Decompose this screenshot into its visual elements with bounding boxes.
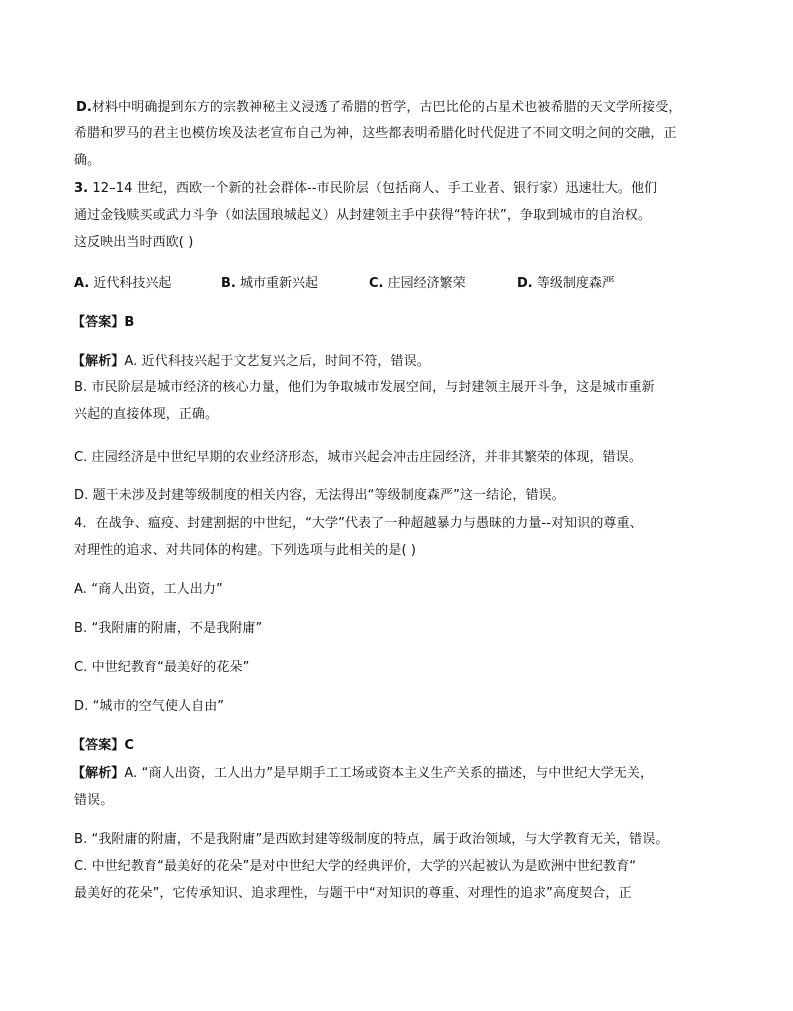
q4-analysis-c-line-2: 最美好的花朵”，它传承知识、追求理性，与题干中“对知识的尊重、对理性的追求”高度契合，正 [74,886,632,901]
q3-stem-line-2: 通过金钱赎买或武力斗争（如法国琅城起义）从封建领主手中获得“特许状”，争取到城市的自治权。 [74,208,651,223]
q4-analysis-a-line-2: 错误。 [74,793,114,808]
q2-d-line-1 [76,99,681,117]
q3-analysis-d: D. 题干未涉及封建等级制度的相关内容，无法得出“等级制度森严”这一结论，错误。 [74,488,565,503]
q3-answer-tag: 【答案】 [72,315,125,330]
q3-analysis-a [72,353,430,371]
q4-analysis-b: B. “我附庸的附庸，不是我附庸”是西欧封建等级制度的特点，属于政治领域，与大学教育无关，错误。 [74,832,669,847]
q4-option-b: B. “我附庸的附庸，不是我附庸” [74,621,263,636]
q2-d-line-2: 希腊和罗马的君主也模仿埃及法老宣布自己为神，这些都表明希腊化时代促进了不同文明之间的交融，正 [74,126,677,141]
q3-option-d: D. 等级制度森严 [517,276,615,291]
q3-stem-line-1 [74,180,657,198]
q3-answer-value: B [124,315,135,330]
q4-analysis-a-line-1 [72,765,653,783]
q3-option-c: C. 庄园经济繁荣 [369,276,466,291]
q4-analysis-a-text: A. “商人出资，工人出力”是早期手工工场或资本主义生产关系的描述，与中世纪大学无关， [124,766,654,781]
q4-answer-tag: 【答案】 [72,738,125,753]
q3-number: 3. [74,181,89,196]
q4-analysis-c-line-1: C. 中世纪教育“最美好的花朵”是对中世纪大学的经典评价，大学的兴起被认为是欧洲中世纪教育“ [74,859,637,874]
q3-option-a: A. 近代科技兴起 [74,276,172,291]
q4-stem-line-2: 对理性的追求、对共同体的构建。下列选项与此相关的是( ) [74,543,417,558]
q3-stem-text-1: 12–14 世纪，西欧一个新的社会群体--市民阶层（包括商人、手工业者、银行家）迅速壮大。他们 [92,181,658,196]
q4-option-d: D. “城市的空气使人自由” [74,699,225,714]
q3-answer [72,314,134,332]
q4-answer [72,737,134,755]
q4-answer-value: C [124,738,135,753]
q4-stem-line-1: 4．在战争、瘟疫、封建割据的中世纪，“大学”代表了一种超越暴力与愚昧的力量--对知识的尊重、 [74,516,643,531]
q3-options [74,275,674,293]
q3-analysis-a-text: A. 近代科技兴起于文艺复兴之后，时间不符，错误。 [124,354,430,369]
q2-d-text-1: 材料中明确提到东方的宗教神秘主义浸透了希腊的哲学，古巴比伦的占星术也被希腊的天文学所接受， [91,100,682,115]
q2-d-label: D. [76,100,92,115]
q2-d-line-3: 确。 [74,153,101,168]
q4-analysis-tag: 【解析】 [72,766,125,781]
q3-analysis-b-line-2: 兴起的直接体现，正确。 [74,407,219,422]
q3-option-b: B. 城市重新兴起 [221,276,319,291]
q4-option-a: A. “商人出资，工人出力” [74,582,223,597]
q3-analysis-c: C. 庄园经济是中世纪早期的农业经济形态，城市兴起会冲击庄园经济，并非其繁荣的体现，错误。 [74,450,642,465]
q4-option-c: C. 中世纪教育“最美好的花朵” [74,660,250,675]
q3-analysis-b-line-1: B. 市民阶层是城市经济的核心力量，他们为争取城市发展空间，与封建领主展开斗争，这是城市重新 [74,380,655,395]
q3-analysis-tag: 【解析】 [72,354,125,369]
q3-stem-line-3: 这反映出当时西欧( ) [74,235,194,250]
